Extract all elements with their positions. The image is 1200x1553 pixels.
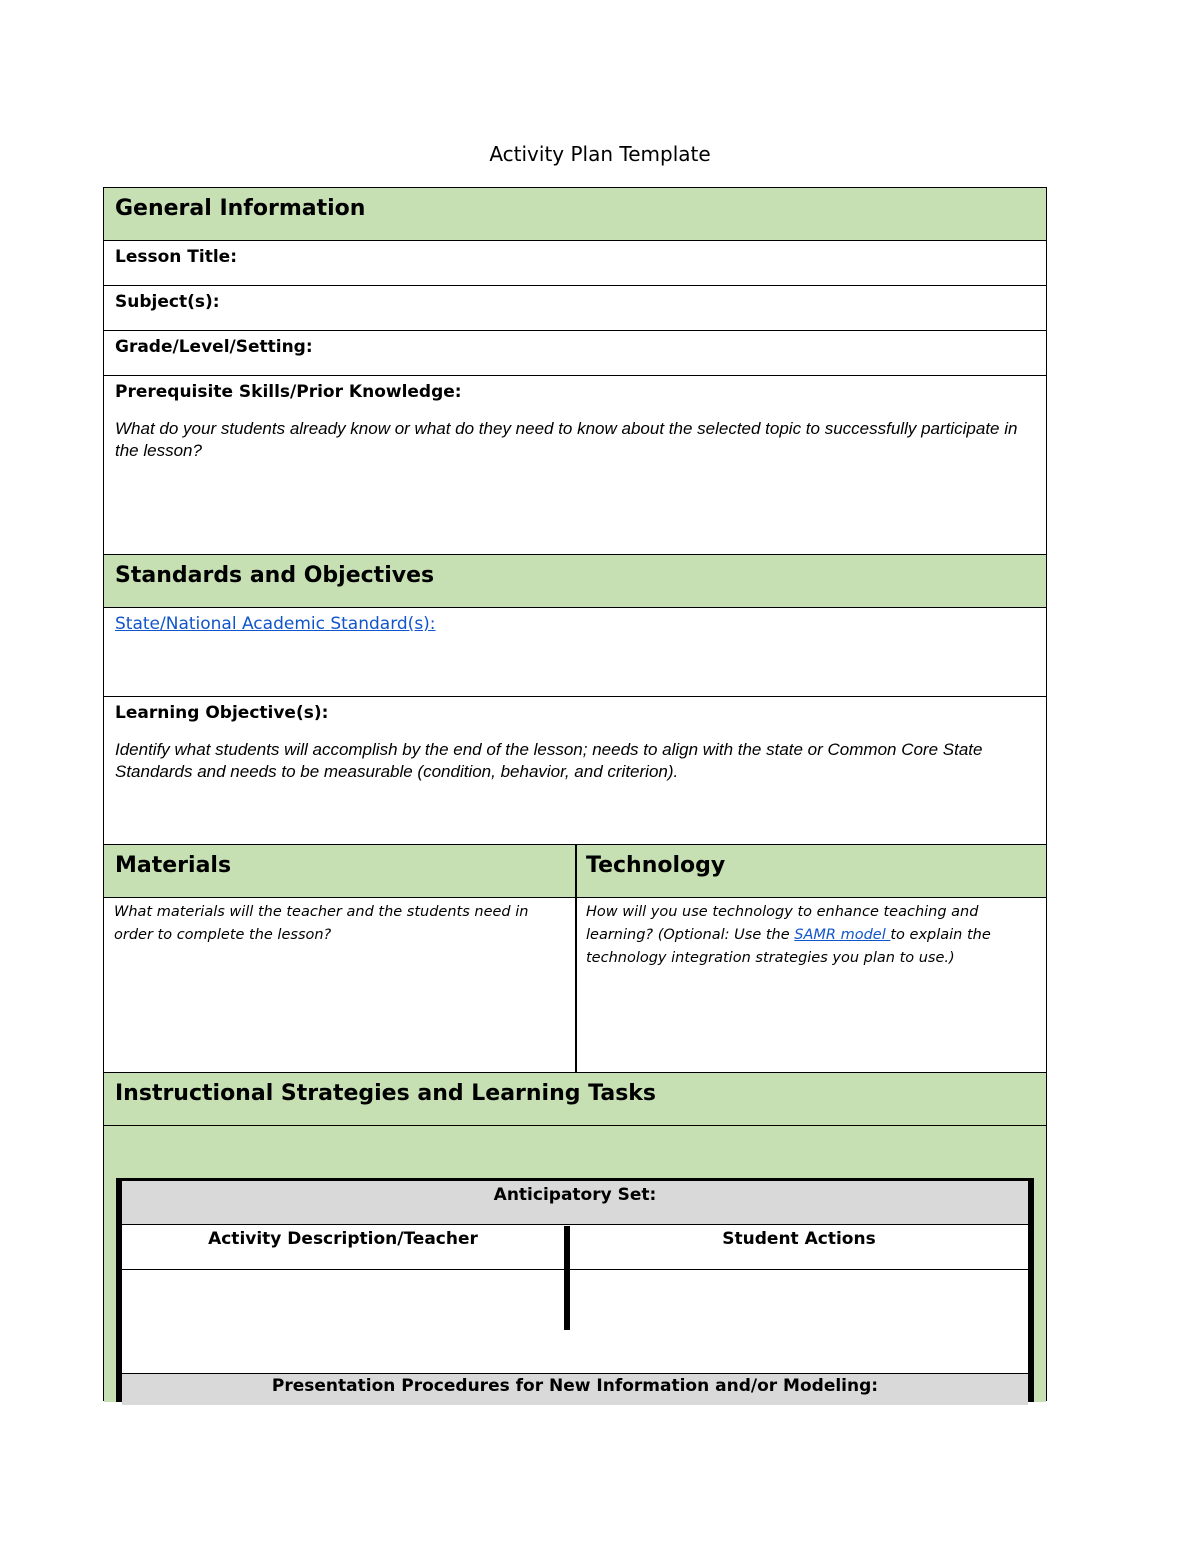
technology-prompt-start: How will you use technology to enhance teaching and learning? (Optional: Use the	[586, 904, 979, 943]
student-actions-cell[interactable]	[570, 1270, 1028, 1373]
academic-standards-link[interactable]: State/National Academic Standard(s):	[115, 614, 436, 634]
activity-description-column-header: Activity Description/Teacher	[208, 1229, 478, 1249]
activity-entry-row	[122, 1270, 1028, 1374]
instructional-strategies-header-row	[104, 1073, 1046, 1126]
prerequisite-skills-label: Prerequisite Skills/Prior Knowledge:	[115, 382, 462, 402]
materials-cell[interactable]	[104, 898, 575, 1072]
standards-objectives-heading: Standards and Objectives	[115, 563, 435, 588]
learning-objectives-prompt: Identify what students will accomplish by the end of the lesson; needs to align with the state or Common Core State Standards and needs to be measurable (condition, behavior, and criterion).	[115, 740, 983, 781]
student-actions-column-header: Student Actions	[722, 1229, 876, 1249]
presentation-procedures-heading: Presentation Procedures for New Information and/or Modeling:	[271, 1376, 879, 1396]
document-title: Activity Plan Template	[489, 142, 711, 166]
subjects-label: Subject(s):	[115, 292, 220, 312]
grade-level-setting-label: Grade/Level/Setting:	[115, 337, 313, 357]
anticipatory-set-row	[122, 1181, 1028, 1225]
technology-cell[interactable]	[576, 898, 1046, 1072]
materials-prompt: What materials will the teacher and the students need in order to complete the lesson?	[114, 904, 529, 943]
instructional-strategies-heading: Instructional Strategies and Learning Tasks	[115, 1081, 657, 1106]
lesson-title-label: Lesson Title:	[115, 247, 238, 267]
activity-description-cell[interactable]	[122, 1270, 564, 1373]
column-headers-row	[122, 1225, 1028, 1270]
grade-level-setting-row[interactable]	[104, 331, 1046, 376]
technology-prompt-end: to explain the technology integration strategies you plan to use.)	[586, 927, 991, 966]
subjects-row[interactable]	[104, 286, 1046, 331]
samr-model-link[interactable]: SAMR model	[794, 927, 891, 943]
prerequisite-skills-prompt: What do your students already know or what do they need to know about the selected topic to successfully participate in the lesson?	[115, 419, 1018, 460]
materials-heading: Materials	[115, 853, 232, 878]
learning-objectives-row[interactable]	[104, 697, 1046, 845]
technology-prompt	[586, 901, 1038, 970]
academic-standards-row[interactable]	[104, 608, 1046, 697]
inner-column-divider	[564, 1226, 570, 1330]
anticipatory-set-table	[116, 1178, 1034, 1402]
standards-objectives-header-row	[104, 555, 1046, 608]
learning-objectives-label: Learning Objective(s):	[115, 703, 329, 723]
general-information-header-row	[104, 188, 1046, 241]
materials-technology-divider	[575, 845, 577, 1073]
presentation-procedures-row	[122, 1374, 1028, 1405]
prerequisite-skills-row[interactable]	[104, 376, 1046, 555]
lesson-title-row[interactable]	[104, 241, 1046, 286]
general-information-heading: General Information	[115, 196, 366, 221]
technology-heading: Technology	[586, 853, 726, 878]
anticipatory-set-heading: Anticipatory Set:	[493, 1185, 657, 1205]
activity-plan-table	[103, 187, 1047, 1401]
